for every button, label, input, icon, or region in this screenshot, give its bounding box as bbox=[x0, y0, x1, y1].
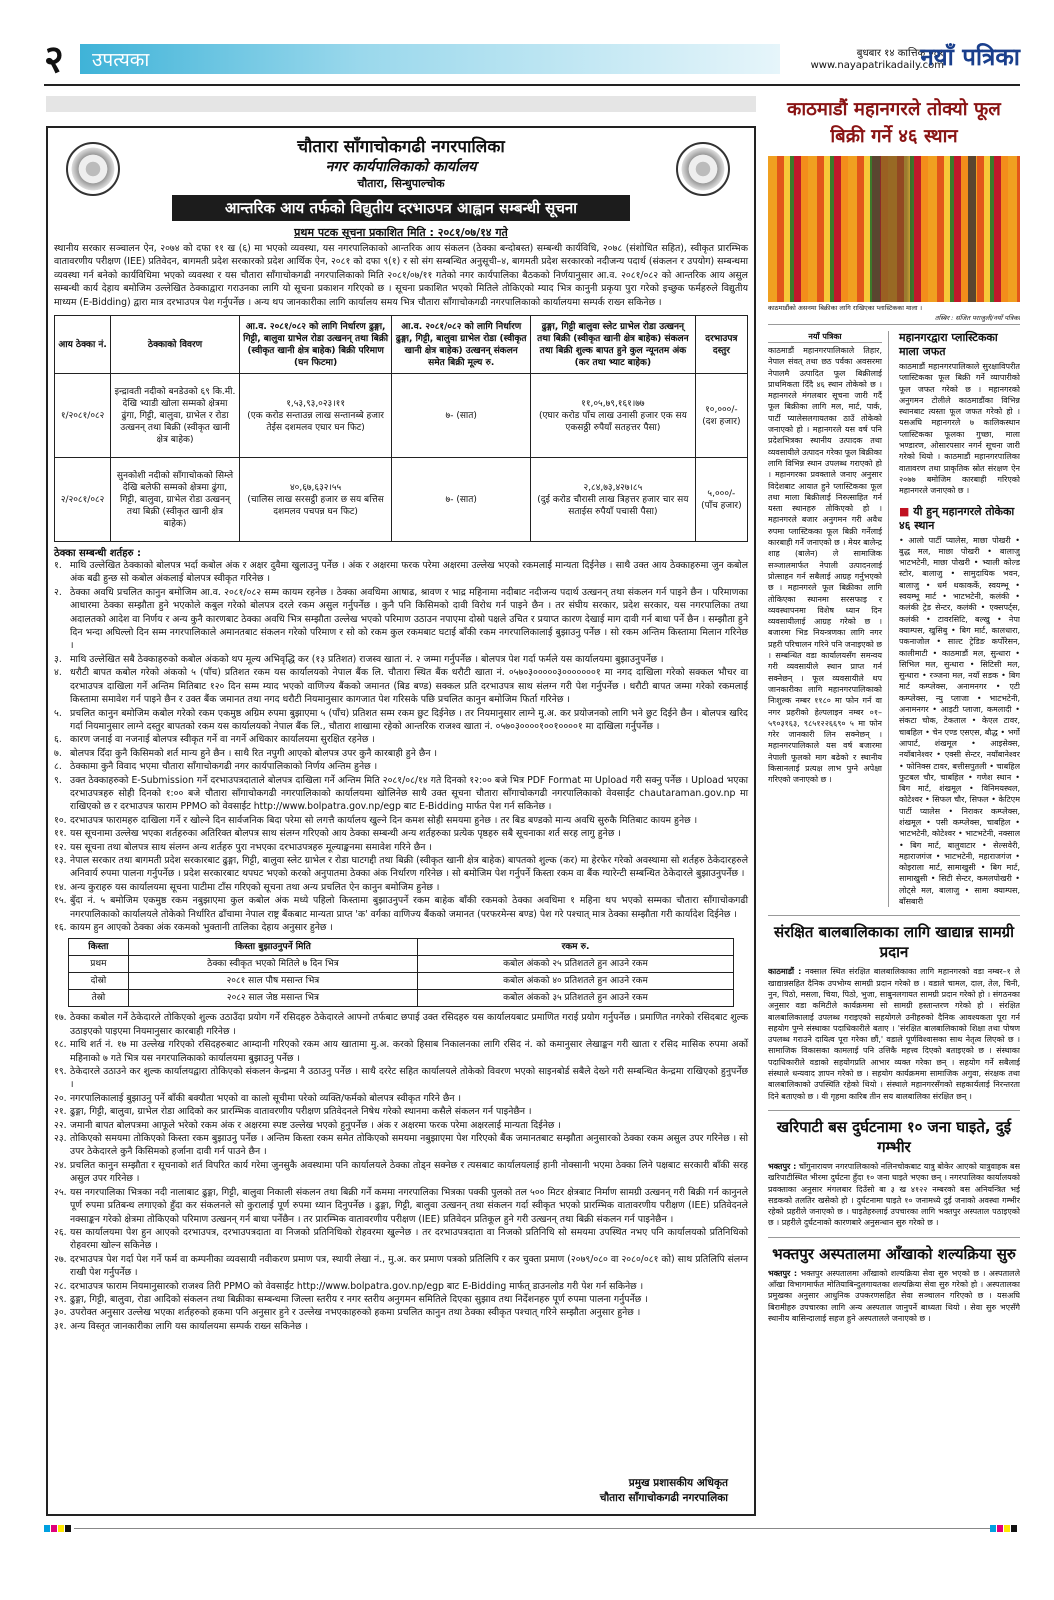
subheading-seizure: महानगरद्वारा प्लास्टिकका माला जफत bbox=[899, 331, 998, 358]
condition-text: जमानी बापत बोलपत्रमा आफूले भरेको रकम अंक र अक्षरमा स्पष्ट उल्लेख भएको हुनुपर्नेछ । अंक र अक्षरमा फरक परेमा अक्षरलाई मान्यता दिईनेछ । bbox=[70, 1119, 561, 1131]
color-swatch bbox=[44, 1525, 50, 1532]
story-text: चाँगुनारायण नगरपालिकाको नलिनचोकबाट यात्रु बोकेर आएको यात्रुवाहक बस खरिपाटीस्थित भीरमा दुर्घटना हुँदा १० जना घाइते भएका छन् । नगरपालिका कार्यालयको प्रवक्ताका अनुसार मंगलबार दिउँसो बा ३ ख ४१२२ नम्बरको बस अनियन्त्रित भई सडकको तलतिर खसेको हो । दुर्घटनामा घाइते १० जनामध्ये दुई जनाको अवस्था गम्भीर रहेको प्रहरीले जनाएको छ । घाइतेहरुलाई उपचारका लागि भक्तपुर अस्पताल पठाइएको छ । प्रहरीले दुर्घटनाको कारणबारे अनुसन्धान सुरु गरेको छ । bbox=[768, 1161, 1020, 1228]
contract-desc: सुनकोशी नदीको साँगाचोकको सिम्ले देखि बलेफी सम्मको क्षेत्रमा ढुंगा, गिट्टी, बालुवा, ग्राभेल रोडा उत्खनन् तथा बिक्री (स्वीकृत खानी क्षेत्र बाहेक) bbox=[111, 458, 240, 542]
condition-number: ११. bbox=[54, 828, 67, 840]
story-body bbox=[768, 1268, 1020, 1324]
condition-item bbox=[54, 666, 748, 706]
condition-number: १८. bbox=[54, 1039, 67, 1051]
col-header: रकम रु. bbox=[417, 939, 733, 956]
office-address: चौतारा, सिन्धुपाल्चोक bbox=[357, 177, 445, 190]
table-cell: कबोल अंकको ३५ प्रतिशतले हुन आउने रकम bbox=[417, 990, 733, 1007]
condition-text: धरौटी बापत कबोल गरेको अंकको ५ (पाँच) प्रतिशत रकम यस कार्यालयको नेपाल बैंक लि. चौतारा स्थित बैंक धरौटी खाता नं. ०५७०३०००००३०००००००१ मा नगद दाखिला गरेको सक्कल भौचर वा दरभाउपत्र दाखिला गर्ने अन्तिम मितिबाट १२० दिन सम्म म्याद भएको वाणिज्य बैंकको जमानत (बिड बण्ड) सक्कल प्रति दरभाउपत्र साथ संलग्न गरी पेश गर्नुपर्नेछ । धरौटी बापत जम्मा गरेको रकमलाई किस्तामा समावेश गर्न पाइने छैन र उक्त बैंक जमानत तथा नगद धरौटी नियमानुसार कागजात पेश गरिसके पछि प्रचलित कानुन बमोजिम फिर्ता गरिनेछ । bbox=[70, 667, 748, 706]
condition-item bbox=[54, 1186, 748, 1226]
tender-notice bbox=[46, 126, 756, 1516]
condition-number: २७. bbox=[54, 1253, 67, 1265]
story-text: भक्तपुर अस्पतालमा आँखाको शल्यक्रिया सेवा सुरु भएको छ । अस्पतालले आँखा विभागमार्फत मोतियाबिन्दुलगायतका शल्यक्रिया सेवा सुरु गरेको हो । अस्पतालका प्रमुखका अनुसार आधुनिक उपकरणसहित सेवा सञ्चालन गरिएको छ । यसअघि बिरामीहरु उपचारका लागि अन्य अस्पताल जानुपर्ने बाध्यता थियो । सेवा सुरु भएसँगै स्थानीय बासिन्दालाई सहज हुने अस्पतालले जनाएको छ । bbox=[768, 1268, 1020, 1323]
org-name: चौतारा साँगाचोकगढी नगरपालिका bbox=[297, 137, 505, 157]
condition-number: १९. bbox=[54, 1066, 67, 1078]
table-cell: कबोल अंकको ४० प्रतिशतले हुन आउने रकम bbox=[417, 973, 733, 990]
issue-date: बुधबार १४ कात्तिक ०८१ bbox=[856, 48, 944, 59]
condition-text: प्रचलित कानुन सम्झौता र सूचनाको शर्त विपरित कार्य गरेमा जुनसुकै अवस्थामा पनि कार्यालयले ठेक्का तोड्न सक्नेछ र त्यसबाट कार्यालयलाई हानी नोक्सानी भएमा ठेक्का लिने पक्षबाट सरकारी बाँकी सरह असुल उपर गरिनेछ । bbox=[70, 1159, 748, 1185]
table-row bbox=[55, 374, 748, 458]
condition-item bbox=[54, 921, 748, 934]
dateline: भक्तपुर : bbox=[768, 1268, 798, 1278]
condition-text: उपरोक्त अनुसार उल्लेख भएका शर्तहरुको हकमा पनि अनुसार हुने र उल्लेख नभएकाहरुको हकमा प्रचलित कानुन तथा ठेक्का स्वीकृत पश्चात् गरिने सम्झौता अनुसार हुनेछ । bbox=[70, 1307, 641, 1319]
conditions-heading: ठेक्का सम्बन्धी शर्तहरु : bbox=[54, 548, 141, 560]
condition-number: २. bbox=[54, 586, 62, 598]
condition-text: अन्य विस्तृत जानकारीका लागि यस कार्यालयमा सम्पर्क राख्न सकिनेछ । bbox=[70, 1320, 309, 1332]
byline: नयाँ पत्रिका bbox=[768, 331, 882, 343]
table-row bbox=[55, 458, 748, 542]
condition-number: ५. bbox=[54, 707, 62, 719]
photo-pole bbox=[872, 156, 880, 302]
table-header-row bbox=[55, 316, 748, 374]
condition-item bbox=[54, 1105, 748, 1118]
col-header: आ.व. २०८१/०८२ को लागि निर्धारण ढुङ्गा, गिट्टी, बालुवा ग्राभेल रोडा (स्वीकृत खानी क्षेत्र बाहेक) उत्खनन् संकलन समेत बिक्री मूल्य रु. bbox=[392, 316, 531, 374]
condition-text: माथि उल्लेखित सबै ठेक्काहरुको कबोल अंकको थप मूल्य अभिवृद्धि कर (१३ प्रतिशत) राजस्व खाता नं. २ जम्मा गर्नुपर्नेछ । बोलपत्र पेश गर्दा फर्मले यस कार्यालयमा बुझाउनुपर्नेछ । bbox=[70, 653, 664, 665]
headline-children[interactable]: संरक्षित बालबालिकाका लागि खाद्यान्न सामग्री प्रदान bbox=[768, 915, 1020, 962]
condition-number: ९. bbox=[54, 774, 62, 786]
condition-item bbox=[54, 1092, 748, 1105]
color-swatch bbox=[58, 1525, 64, 1532]
tender-table bbox=[54, 315, 748, 542]
condition-number: २४. bbox=[54, 1159, 67, 1171]
color-swatch bbox=[65, 1525, 71, 1532]
condition-number: १५. bbox=[54, 895, 67, 907]
condition-text: ठेकेदारले उठाउने कर शुल्क कार्यालयद्वारा तोकिएको संकलन केन्द्रमा नै उठाउनु पर्नेछ । साथै दररेट सहित कार्यालयले तोकेको विवरण भएको साइनबोर्ड सबैले देख्ने गरी सम्बन्धित केन्द्रमा राखिएको हुनुपर्नेछ । bbox=[70, 1066, 748, 1091]
condition-text: नेपाल सरकार तथा बागमती प्रदेश सरकारबाट ढुङ्गा, गिट्टी, बालुवा स्लेट ग्राभेल र रोडा घाटगद्दी तथा बिक्री (स्वीकृत खानी क्षेत्र बाहेक) बापतको शुल्क (कर) मा हेरफेर गरेको अवस्थामा सो शर्तहरु ठेकेदारहरुले अनिवार्य रुपमा पालना गर्नुपर्नेछ । प्रदेश सरकारबाट थपघट भएको करको अनुपातमा ठेक्का अंक निर्धारण गरिनेछ । सो बमोजिम पेश गर्नुपर्ने किस्ता रकम वा बैंक ग्यारेन्टी सम्बन्धित ठेकेदारले बुझाउनुपर्नेछ । bbox=[70, 854, 748, 880]
amount-words: (दुई करोड चौरासी लाख त्रिहत्तर हजार चार सय सताईस रुपैयाँ पचासी पैसा) bbox=[537, 494, 689, 517]
page-header bbox=[44, 38, 1020, 80]
condition-text: माथि शर्त नं. १७ मा उल्लेख गरिएको रसिदहरुबाट आम्दानी गरिएको रकम आय खातामा मु.अ. करको हिसाब निकालनका लागि रसिद नं. को कमानुसार लेखाङ्कन गरी खाता र रसिद मासिक रुपमा अर्को महिनाको ७ गते भित्र यस नगरपालिकाको कार्यालयमा बुझाउनु पर्नेछ । bbox=[70, 1039, 748, 1064]
condition-text: माथि उल्लेखित ठेक्काको बोलपत्र भर्दा कबोल अंक र अक्षर दुवैमा खुलाउनु पर्नेछ । अंक र अक्षरमा फरक परेमा अक्षरमा उल्लेख भएको रकमलाई मान्यता दिईनेछ । साथै उक्त आय ठेक्काहरुमा जुन कबोल अंक बढी हुन्छ सो कबोल अंकलाई बोलपत्र स्वीकृत गरिनेछ । bbox=[70, 560, 748, 585]
condition-item bbox=[54, 653, 748, 666]
signatory-title: प्रमुख प्रशासकीय अधिकृत bbox=[628, 1477, 728, 1489]
condition-item bbox=[54, 747, 748, 760]
quantity-words: (एक करोड सन्ताउन्न लाख सन्तानब्बे हजार तेईस दशमलव एघार घन फिट) bbox=[247, 410, 384, 433]
condition-item bbox=[54, 1119, 748, 1132]
table-row bbox=[68, 973, 733, 990]
condition-item bbox=[54, 854, 748, 881]
condition-number: ३१. bbox=[54, 1320, 67, 1332]
condition-item bbox=[54, 1065, 748, 1092]
condition-text: नगरपालिकालाई बुझाउनु पर्ने बाँकी बक्यौता भएको वा कालो सूचीमा परेको व्यक्ति/फर्मको बोलपत्र स्वीकृत गरिने छैन । bbox=[70, 1092, 462, 1104]
fee-cell bbox=[695, 458, 747, 542]
quantity: ४०,६७,६३२।५५ bbox=[289, 482, 342, 493]
condition-number: २८. bbox=[54, 1280, 67, 1292]
quantity-cell bbox=[239, 374, 392, 458]
fee-cell bbox=[695, 374, 747, 458]
condition-text: तोकिएको समयमा तोकिएको किस्ता रकम बुझाउनु पर्नेछ । अन्तिम किस्ता रकम समेत तोकिएको समयमा नबुझाएमा पेश गरिएको बैंक जमानतबाट सम्झौता अनुसारको ठेक्का रकम असुल उपर गरिनेछ । सो उपर ठेकेदारले कुनै किसिमको हर्जाना दावी गर्न पाउने छैन । bbox=[70, 1133, 748, 1158]
amount: २,८४,७३,४२७।८५ bbox=[583, 482, 643, 493]
flower-market-photo bbox=[768, 156, 1020, 302]
condition-text: यस कार्यालयमा पेश हुन आएको दरभाउपत्र, दरभाउपत्रदाता वा निजको प्रतिनिधिको रोहवरमा खुल्नेछ । तर दरभाउपत्रदाता वा निजको प्रतिनिधि सो समयमा उपस्थित नभए पनि कार्यालयको प्रतिनिधिको रोहवरमा खोल्न सकिनेछ । bbox=[70, 1226, 748, 1252]
dateline: काठमाडौं : bbox=[768, 967, 802, 977]
fee: ५,०००/- bbox=[707, 488, 736, 499]
color-swatch bbox=[1011, 1525, 1017, 1532]
unit-price: ७- (सात) bbox=[392, 374, 531, 458]
table-cell: दोस्रो bbox=[68, 973, 128, 990]
condition-text: दरभाउपत्र पेश गर्दा पेश गर्ने फर्म वा कम्पनीका व्यवसायी नवीकरण प्रमाण पत्र, स्थायी लेखा नं., मु.अ. कर प्रमाण पत्रको प्रतिलिपि र कर चुक्ता प्रमाण (२०७९/०८० वा २०८०/०८१ को) साथ प्रतिलिपि संलग्न राखी पेश गर्नुपर्नेछ । bbox=[70, 1253, 748, 1279]
condition-number: ७. bbox=[54, 747, 62, 759]
header-divider bbox=[44, 84, 1020, 86]
unit-price: ७- (सात) bbox=[392, 458, 531, 542]
condition-text: यस सूचनामा उल्लेख भएका शर्तहरुका अतिरिक्त बोलपत्र साथ संलग्न गरिएको आय ठेक्का सम्बन्धी अन्य शर्तहरुका प्रत्येक पृष्ठहरु सबै सूचनाका शर्त सरह लागु हुनेछ । bbox=[70, 828, 621, 840]
condition-number: ३०. bbox=[54, 1307, 67, 1319]
condition-number: २२. bbox=[54, 1119, 67, 1131]
col-header: ठेक्काको विवरण bbox=[111, 316, 240, 374]
conditions-list-continued bbox=[54, 1011, 748, 1333]
contract-no: २/२०८१/०८२ bbox=[55, 458, 111, 542]
notice-header bbox=[54, 134, 748, 191]
contract-no: १/२०८१/०८२ bbox=[55, 374, 111, 458]
header-dateline bbox=[744, 48, 944, 72]
condition-number: २५. bbox=[54, 1186, 67, 1198]
condition-number: २६. bbox=[54, 1226, 67, 1238]
condition-number: ८. bbox=[54, 761, 62, 773]
news-column bbox=[768, 96, 1020, 1516]
condition-text: प्रचलित कानुन बमोजिम कबोल गरेको रकम एकमुष्ठ अग्रिम रुपमा बुझाएमा ५ (पाँच) प्रतिशत सम्म रकम छुट दिईनेछ । तर नियमानुसार लाग्ने मु.अ. कर प्रयोजनको लागि भने छुट दिईने छैन । बोलपत्र खरिद गर्दा नियमानुसार लाग्ने दस्तुर बापतको रकम यस कार्यालयको नेपाल बैंक लि., चौतारा शाखामा रहेको आन्तरिक राजश्व खाता नं. ०५७०३००००१००१००००१ मा दाखिला गर्नुपर्नेछ । bbox=[70, 707, 748, 732]
table-cell: २०८१ साल पौष मसान्त भित्र bbox=[128, 973, 417, 990]
condition-text: कायम हुन आएको ठेक्का अंक रकमको भुक्तानी तालिका देहाय अनुसार हुनेछ । bbox=[70, 922, 333, 933]
table-cell: कबोल अंकको २५ प्रतिशतले हुन आउने रकम bbox=[417, 956, 733, 973]
condition-number: १०. bbox=[54, 814, 67, 826]
page-number: २ bbox=[44, 37, 64, 81]
dateline: भक्तपुर : bbox=[768, 1161, 797, 1171]
condition-item bbox=[54, 1038, 748, 1065]
story-body: काठमाडौं महानगरपालिकाले सुरक्षाविपरीत प्लास्टिकका फूल बिक्री गर्ने व्यापारीको फूल जफत गरेको छ । महानगरको अनुगमन टोलीले काठमाडौंका विभिन्न स्थानबाट त्यस्ता फूल जफत गरेको हो । यसअघि महानगरले ७ कालिकस्थान प्लास्टिकका फूलका गुच्छा, माला भण्डारण, ओसारपसार नगर्न सूचना जारी गरेको थियो । काठमाडौं महानगरपालिका वातावरण तथा प्राकृतिक स्रोत संरक्षण ऐन २०७७ बमोजिम कारबाही गरिएको महानगरले जनाएको छ । bbox=[899, 362, 1020, 496]
headline-hospital[interactable]: भक्तपुर अस्पतालमा आँखाको शल्यक्रिया सुरु bbox=[768, 1237, 1020, 1264]
condition-item bbox=[54, 1159, 748, 1186]
masthead-logo: नयाँ पत्रिका bbox=[920, 42, 1020, 71]
story-columns bbox=[768, 331, 1020, 907]
condition-item bbox=[54, 774, 748, 814]
municipality-logo-icon bbox=[676, 142, 730, 196]
condition-item bbox=[54, 760, 748, 773]
condition-number: ३. bbox=[54, 653, 62, 665]
locations-list: • आलो पार्टी प्यालेस, माछा पोखरी • बुद्ध मल, माछा पोखरी • बालाजु भाटभटेनी, माछा पोखरी • भ्याली कोल्ड स्टोर, बालाजु • सामुदायिक भवन, बालाजु • धर्म थकाकर्के, स्वयम्भू • स्वयम्भू मार्ट • भाटभटेनी, कलंकी • कलंकी ट्रेड सेन्टर, कलंकी • एक्सपर्ट्स, कलंकी • टावरसिटि, बल्खु • नेपा क्याम्पस, खुसिबु • बिग मार्ट, कालधारा, पकनाजोल • साल्ट ट्रेडिङ कर्पोरेसन, कालीमाटी • काठमाडौं मल, सुन्धारा • सिभिल मल, सुन्धारा • सिटिसी मल, सुन्धारा • रञ्जना मल, नयाँ सडक • बिग मार्ट कम्प्लेक्स, अनामनगर • एटी कम्प्लेक्स, न्यु प्लाजा • भाटभटेनी, अनामनगर • आइटी प्लाजा, कमलादी • संकटा चोक, टेकताल • केएल टावर, चाबहिल • चेन एण्ड एसएस, बौद्ध • भर्गो आपार्ट, शंखमूल • आइसेक्स, नयाँबानेश्वर • एक्सी सेन्टर, नयाँबानेश्वर • फोनिक्स टावर, बत्तीसपुतली • चाबहिल फुटबल चौर, चाबहिल • गणेश स्थान • बिग मार्ट, शंखमूल • विनिमयस्थल, कोटेश्वर • सिफल चौर, सिफल • केटिएम पार्टी प्यालेस • निराकर कम्प्लेक्स, शंखमूल • पसी कम्प्लेक्स, चाबहिल • भाटभटेनी, कोटेश्वर • भाटभटेनी, नक्साल • बिग मार्ट, बालुवाटार • सेल्सवेरी, महाराजगंज • भाटभटेनी, महाराजगंज • कोइराला मार्ट, सामाखुसी • बिग मार्ट, सामाखुसी • सिटी सेन्टर, कमलपोखरी • लोट्से मल, बालाजु • सामा क्याम्पस, बाँसबारी bbox=[899, 535, 1020, 907]
condition-text: बोलपत्र दिँदा कुनै किसिमको शर्त मान्य हुने छैन । साथै रित नपुगी आएको बोलपत्र उपर कुनै कारबाही हुने छैन । bbox=[70, 747, 437, 759]
page-footer bbox=[44, 1524, 1020, 1534]
condition-text: दरभाउपत्र फाराम नियमानुसारको राजश्व तिरी PPMO को वेवसाईट http://www.bolpatra.gov.np/egp बाट E-Bidding मार्फत् डाउनलोड गरी पेश गर्न सकिनेछ । bbox=[70, 1280, 644, 1292]
col-header: दरभाउपत्र दस्तुर bbox=[695, 316, 747, 374]
condition-number: ४. bbox=[54, 667, 62, 679]
color-swatch bbox=[1004, 1525, 1010, 1532]
condition-number: १. bbox=[54, 560, 62, 572]
condition-text: ठेक्कामा कुनै विवाद भएमा चौतारा साँगाचोकगढी नगर कार्यपालिकाको निर्णय अन्तिम हुनेछ । bbox=[70, 761, 378, 773]
condition-number: १७. bbox=[54, 1012, 67, 1024]
condition-number: १२. bbox=[54, 841, 67, 853]
col-header: किस्ता bbox=[68, 939, 128, 956]
photo-caption: काठमाडौंको असनमा बिक्रीका लागि राखिएका प्लास्टिकका माला । bbox=[768, 304, 923, 312]
story-body bbox=[768, 966, 1020, 1102]
fee-words: (पाँच हजार) bbox=[701, 500, 742, 511]
table-row bbox=[68, 956, 733, 973]
condition-item bbox=[54, 1132, 748, 1159]
condition-item bbox=[54, 881, 748, 894]
condition-text: ठेक्का कबोल गर्ने ठेकेदारले तोकिएको शुल्क उठाउँदा प्रयोग गर्ने रसिदहरु ठेकेदारले आफ्नो तर्फबाट छपाई उक्त रसिदहरु यस कार्यालयबाट प्रमाणित गराई प्रयोग गर्नुपर्नेछ । प्रमाणित नगरेको रसिदबाट शुल्क उठाइएको पाइएमा नियमानुसार कारबाही गरिनेछ । bbox=[70, 1012, 748, 1037]
subheading-locations: ■ यी हुन् महानगरले तोकेका ४६ स्थान bbox=[899, 505, 1020, 533]
amount-words: (एघार करोड पाँच लाख उनासी हजार एक सय एकसठ्ठी रुपैयाँ सतहत्तर पैसा) bbox=[538, 410, 687, 433]
condition-item bbox=[54, 841, 748, 854]
story-column-right bbox=[899, 331, 1020, 907]
condition-text: यस सूचना तथा बोलपत्र साथ संलग्न अन्य शर्तहरु पुरा नभएका दरभाउपत्रहरु मूल्याङ्कनमा समावेश गरिने छैन । bbox=[70, 841, 432, 853]
signature-block bbox=[600, 1476, 728, 1506]
quantity-words: (चालिस लाख सरसट्ठी हजार छ सय बत्तिस दशमलव पचपन्न घन फिट) bbox=[247, 494, 384, 517]
contract-desc: इन्द्रावती नदीको बनडेउको ६९ कि.मी. देखि भ्याडी खोला सम्मको क्षेत्रमा ढुंगा, गिट्टी, बालुवा, ग्राभेल र रोडा उत्खनन् तथा बिक्री (स्वीकृत खानी क्षेत्र बाहेक) bbox=[111, 374, 240, 458]
condition-item bbox=[54, 1226, 748, 1253]
table-cell: २०८२ साल जेष्ठ मसान्त भित्र bbox=[128, 990, 417, 1007]
notice-intro: स्थानीय सरकार सञ्चालन ऐन, २०७४ को दफा ११ ख (६) मा भएको व्यवस्था, यस नगरपालिकाको आन्तरिक आय संकलन (ठेक्का बन्दोबस्त) सम्बन्धी कार्यविधि, २०७८ (संशोधित सहित), स्वीकृत प्रारम्भिक वातावरणीय परीक्षण (IEE) प्रतिवेदन, बागमती प्रदेश सरकारको प्रदेश आर्थिक ऐन, २०८१ को दफा ९(१) र सो संग सम्बन्धित अनुसूची–४, बागमती प्रदेश सरकारको नदीजन्य पदार्थ (संकलन र उपयोग) सम्बन्धमा व्यवस्था गर्न बनेको कार्यविधिमा भएको व्यवस्था र यस चौतारा साँगाचोकगढी नगरपालिकाको मिति २०८१/०७/११ गतेको नगर कार्यपालिका बैठकको निर्णयानुसार आ.व. २०८१/०८२ को आन्तरिक आय असुल सम्बन्धी कार्य देहाय बमोजिम उल्लेखित ठेक्काद्वारा गराउनका लागि यो सूचना प्रकाशन गरिएको छ । सूचना प्रकाशित भएको मितिले तोकिएको म्याद भित्र कानुनी प्रकृया पुरा गरेको इच्छुक फर्महरुले विद्युतीय माध्यम (E-Bidding) द्वारा मात्र दरभाउपत्र पेश गर्नुपर्नेछ । अन्य थप जानकारीका लागि कार्यालय समय भित्र चौतारा साँगाचोकगढी नगरपालिकाको कार्यालयमा सम्पर्क राख्न सकिनेछ । bbox=[54, 243, 748, 308]
condition-item bbox=[54, 827, 748, 840]
amount-cell bbox=[531, 374, 696, 458]
ad-placeholder-strip bbox=[46, 96, 756, 112]
condition-text: उक्त ठेक्काहरुको E-Submission गर्ने दरभाउपत्रदाताले बोलपत्र दाखिला गर्ने अन्तिम मिति २०८१/०८/१४ गते दिनको १२:०० बजे भित्र PDF Format मा Upload गरी सक्नु पर्नेछ । Upload भएका दरभाउपत्रहरु सोही दिनको १:०० बजे चौतारा साँगाचोकगढी नगरपालिकाको कार्यालयमा खोलिनेछ साथै उक्त सूचना चौतारा साँगाचोकगढी नगरपालिकाको वेवसाईट chautaraman.gov.np मा राखिएको छ र दरभाउपत्र फाराम PPMO को वेवसाईट http://www.bolpatra.gov.np/egp बाट E-Bidding मार्फत पेश गर्न सकिनेछ । bbox=[70, 774, 748, 813]
condition-item bbox=[54, 586, 748, 653]
story-body bbox=[768, 1161, 1020, 1229]
condition-text: दरभाउपत्र फारामहरु दाखिला गर्ने र खोल्ने दिन सार्वजनिक बिदा परेमा सो लगत्तै कार्यालय खुल्ने दिन कमश सोही समयमा हुनेछ । तर बिड बण्डको मान्य अवधि सुरुकै मितिबाट कायम हुनेछ । bbox=[70, 814, 698, 826]
section-title: उपत्यका bbox=[92, 49, 150, 71]
office-name: नगर कार्यपालिकाको कार्यालय bbox=[325, 159, 477, 175]
color-swatch bbox=[997, 1525, 1003, 1532]
government-emblem-icon bbox=[66, 142, 120, 196]
condition-item bbox=[54, 733, 748, 746]
condition-item bbox=[54, 1253, 748, 1280]
condition-item bbox=[54, 1306, 748, 1319]
condition-item bbox=[54, 1011, 748, 1038]
conditions-list bbox=[54, 559, 748, 934]
table-header-row bbox=[68, 939, 733, 956]
amount: ११,०५,७९,१६१।७७ bbox=[581, 398, 645, 409]
condition-number: २१. bbox=[54, 1106, 67, 1118]
condition-text: ढुङ्गा, गिट्टी, बालुवा, रोडा आदिको संकलन तथा बिक्रीका सम्बन्धमा जिल्ला स्तरीय र नगर स्तरीय अनुगमन समितिले दिएका सुझाव तथा निर्देशनहरु पूर्ण रुपमा पालना गर्नुपर्नेछ । bbox=[70, 1293, 648, 1305]
col-header: ढुङ्गा, गिट्टी बालुवा स्लेट ग्राभेल रोडा उत्खनन् तथा बिक्री (स्वीकृत खानी क्षेत्र बाहेक) संकलन तथा बिक्री शुल्क बापत हुने कुल न्यूनतम अंक (कर तथा भ्याट बाहेक) bbox=[531, 316, 696, 374]
story-column-left bbox=[768, 331, 889, 907]
condition-text: अन्य कुराहरु यस कार्यालयमा सूचना पाटीमा टाँस गरिएको सूचना तथा अन्य प्रचलित ऐन कानुन बमोजिम हुनेछ । bbox=[70, 881, 440, 893]
website-link[interactable]: www.nayapatrikadaily.com bbox=[810, 60, 944, 71]
col-header: किस्ता बुझाउनुपर्ने मिति bbox=[128, 939, 417, 956]
story-body: काठमाडौं महानगरपालिकाले तिहार, नेपाल संवत् तथा छठ पर्वका अवसरमा नेपालमै उत्पादित फूल बिक्रीलाई प्राथमिकता दिँदै ४६ स्थान तोकेको छ । महानगरले मंगलबार सूचना जारी गर्दै फूल बिक्रीका लागि मल, मार्ट, पार्क, पार्टी प्यालेसलगायतका ठाउँ तोकेको जनाएको हो । महानगरले यस वर्ष पनि प्रदेशभित्रका स्थानीय उत्पादक तथा व्यवसायीले उत्पादन गरेका फूल बिक्रीका लागि विभिन्न स्थान उपलब्ध गराएको हो । महानगरका प्रवक्ताले जनाए अनुसार विदेशबाट आयात हुने प्लास्टिकका फूल तथा माला बिक्रीलाई निरुत्साहित गर्न यस्ता स्थानहरु तोकिएको हो । महानगरले बजार अनुगमन गरी अवैध रुपमा प्लास्टिकका फूल बिक्री गर्नेलाई कारबाही गर्ने जनाएको छ । मेयर बालेन्द्र शाह (बालेन) ले सामाजिक सञ्जालमार्फत नेपाली उत्पादनलाई प्रोत्साहन गर्न सबैलाई आग्रह गर्नुभएको छ । महानगरले फूल बिक्रीका लागि तोकिएका स्थानमा सरसफाइ र व्यवस्थापनमा विशेष ध्यान दिन व्यवसायीलाई आग्रह गरेको छ । बजारमा भिड नियन्त्रणका लागि नगर प्रहरी परिचालन गरिने पनि जनाइएको छ । सम्बन्धित वडा कार्यालयसँग समन्वय गरी व्यवसायीले स्थान प्राप्त गर्न सक्नेछन् । फूल व्यवसायीले थप जानकारीका लागि महानगरपालिकाको निःशुल्क नम्बर ११८० मा फोन गर्न वा नगर प्रहरीको हेल्पलाइन नम्बर ०१–५९०३१६३, ९८५१२२६६९० ५ मा फोन गरेर जानकारी लिन सक्नेछन् । महानगरपालिकाले यस वर्ष बजारमा नेपाली फूलको माग बढेको र स्थानीय किसानलाई प्रत्यक्ष लाभ पुग्ने अपेक्षा गरिएको जनाएको छ । bbox=[768, 346, 882, 785]
condition-text: बुँदा नं. ५ बमोजिम एकमुष्ठ रकम नबुझाएमा कुल कबोल अंक मध्ये पहिलो किस्तामा बुझाउनुपर्ने रकम बाहेक बाँकी रकमको ठेक्का अवधिमा १ महिना थप भएको सम्मका चौतारा साँगाचोकगढी नगरपालिकाको कार्यालयले तोकेको निर्धारित ढाँचामा नेपाल राष्ट्र बैंकबाट मान्यता प्राप्त 'क' वर्गका वाणिज्य बैंकको जमानत (परफरमेन्स बण्ड) पेश गरे पश्चात् मात्र ठेक्का सम्झौता गरी कार्यादेश दिईनेछ । bbox=[70, 895, 748, 920]
signatory-org: चौतारा साँगाचोकगढी नगरपालिका bbox=[599, 1492, 728, 1504]
table-cell: प्रथम bbox=[68, 956, 128, 973]
col-header: आय ठेक्का नं. bbox=[55, 316, 111, 374]
table-cell: ठेक्का स्वीकृत भएको मितिले ७ दिन भित्र bbox=[128, 956, 417, 973]
condition-item bbox=[54, 1280, 748, 1293]
fee: १०,०००/- bbox=[705, 404, 738, 415]
condition-number: २०. bbox=[54, 1092, 67, 1104]
notice-title: आन्तरिक आय तर्फको विद्युतीय दरभाउपत्र आह्वान सम्बन्धी सूचना bbox=[172, 195, 630, 221]
photo-credit: तस्बिर : संजित पराजुली/नयाँ पत्रिका bbox=[768, 313, 1020, 325]
col-header: आ.व. २०८१/०८२ को लागि निर्धारण ढुङ्गा, गिट्टी, बालुवा ग्राभेल रोडा उत्खनन् तथा बिक्री (स्वीकृत खानी क्षेत्र बाहेक) बिक्री परिमाण (घन फिटमा) bbox=[239, 316, 392, 374]
table-cell: तेस्रो bbox=[68, 990, 128, 1007]
photo-pole bbox=[968, 156, 976, 302]
amount-cell bbox=[531, 458, 696, 542]
condition-text: ठेक्का अवधि प्रचलित कानुन बमोजिम आ.व. २०८१/०८२ सम्म कायम रहनेछ । ठेक्का अवधिमा आषाढ, श्रावण र भाद्र महिनामा नदीबाट नदीजन्य पदार्थ उत्खनन् तथा संकलन गर्न पाइने छैन । परिमाणका आधारमा ठेक्का सम्झौता हुने भएकोले कबुल गरेको बोलपत्र दरले रकम असुल गर्नुपर्नेछ । कुनै पनि किसिमको दावी विरोध गर्न पाइने छैन । तर संघीय सरकार, प्रदेश सरकार, यस नगरपालिका तथा अदालतको आदेश वा निर्णय र अन्य कुनै कारणबाट ठेक्का अवधि भित्र सम्झौता उल्लेख भएको परिमाण उठाउन नपाएमा दोस्रो पक्षले उचित र प्रयाप्त कारण देखाई माग दावी गर्न बाधा पर्ने छैन । सम्झौता हुने दिन भन्दा अघिल्लो दिन सम्म नगरपालिकाले अमानतबाट संकलन गरेको परिमाण र सो को रकम कुल रकमबाट घटाई बाँकी रकम नगरपालिकालाई बुझाउनु पर्नेछ । सो रकम अन्तिम किस्तामा मिलान गरिनेछ । bbox=[70, 586, 748, 652]
headline-flowers[interactable]: काठमाडौं महानगरले तोक्यो फूल बिक्री गर्ने ४६ स्थान bbox=[787, 99, 1001, 147]
story-text: नक्साल स्थित संरक्षित बालबालिकाका लागि महानगरको वडा नम्बर–१ ले खाद्यान्नसहित दैनिक उपभोग्य सामग्री प्रदान गरेको छ । वडाले चामल, दाल, तेल, चिनी, नुन, पिठो, मसला, चिया, पिठो, भुजा, साबुनलगायत सामग्री प्रदान गरेको हो । संगठनका अनुसार वडा कमिटीले कार्यक्रममा सो सामग्री हस्तान्तरण गरेको हो । संरक्षित बालबालिकालाई उपलब्ध गराइएको सहयोगले उनीहरुको दैनिक आवश्यकता पूरा गर्न सहयोग पुग्ने संस्थाका पदाधिकारीले बताए । 'संरक्षित बालबालिकाको शिक्षा तथा पोषण उपलब्ध गराउने दायित्व पूरा गरेका छौं,' वडाले पूर्णविश्वासका साथ नेतृत्व लिएको छ । सामाजिक विकासका कामलाई पनि उत्तिकै महत्त्व दिएको बताइएको छ । संस्थाका पदाधिकारीले वडाको सहयोगप्रति आभार व्यक्त गरेका छन् । सहयोग गर्ने सबैलाई संस्थाले धन्यवाद ज्ञापन गरेको छ । सहयोग कार्यक्रममा सामाजिक अगुवा, संरक्षक तथा बालबालिकाको उपस्थिति रहेको थियो । संस्थाले महानगरसँगको सहकार्यलाई निरन्तरता दिने बताएको छ । यी गृहमा कारिब तीन सय बालबालिका संरक्षित छन् । bbox=[768, 967, 1020, 1101]
condition-number: १४. bbox=[54, 881, 67, 893]
condition-text: यस नगरपालिका भित्रका नदी नालाबाट ढुङ्गा, गिट्टी, बालुवा निकाली संकलन तथा बिक्री गर्ने कममा नगरपालिका भित्रका पक्की पुलको तल ५०० मिटर क्षेत्रबाट निर्माण सामग्री उत्खनन् गरी बिक्री गर्न कानुनले पूर्ण रुपमा प्रतिबन्ध लगाएको हुँदा कर संकलनले सो कुरालाई पूर्ण रुपमा ध्यान दिनुपर्नेछ । ढुङ्गा, गिट्टी, बालुवा उत्खनन् तथा संकलन गर्दा स्वीकृत भएको प्रारम्भिक वातावरणीय परीक्षण (IEE) प्रतिवेदनले नक्साङ्कन गरेको क्षेत्रमा तोकिएको परिमाण उत्खनन् गर्न बाधा पर्नेछैन । तर प्रारम्भिक वातावरणीय परीक्षण (IEE) प्रतिवेदन प्रतिकूल हुने गरी उत्खनन् तथा बिक्री संकलन गर्न पाइनेछैन । bbox=[70, 1186, 748, 1225]
condition-item bbox=[54, 559, 748, 586]
quantity-cell bbox=[239, 458, 392, 542]
condition-item bbox=[54, 1293, 748, 1306]
footer-rule bbox=[74, 1528, 990, 1529]
quantity: १,५३,९३,०२३।११ bbox=[286, 398, 345, 409]
condition-number: १६. bbox=[54, 922, 67, 933]
condition-item bbox=[54, 1320, 748, 1333]
condition-item bbox=[54, 894, 748, 921]
condition-text: ढुङ्गा, गिट्टी, बालुवा, ग्राभेल रोडा आदिको कर प्रारम्भिक वातावरणीय परीक्षण प्रतिवेदनले निषेध गरेको स्थानमा कसैले संकलन गर्न पाइनेछैन । bbox=[70, 1106, 532, 1118]
fee-words: (दश हजार) bbox=[702, 416, 741, 427]
table-row bbox=[68, 990, 733, 1007]
section-banner bbox=[80, 44, 780, 74]
publish-date: प्रथम पटक सूचना प्रकाशित मिति : २०८१/०७/१४ गते bbox=[294, 226, 508, 239]
condition-number: २३. bbox=[54, 1133, 67, 1145]
color-swatch bbox=[51, 1525, 57, 1532]
condition-item bbox=[54, 814, 748, 827]
installment-table bbox=[68, 938, 734, 1007]
condition-item bbox=[54, 707, 748, 734]
condition-number: १३. bbox=[54, 854, 67, 866]
color-swatch bbox=[990, 1525, 996, 1532]
condition-text: कारण जनाई वा नजनाई बोलपत्र स्वीकृत गर्ने वा नगर्ने अधिकार कार्यालयमा सुरक्षित रहनेछ । bbox=[70, 734, 375, 746]
headline-bus-accident[interactable]: खरिपाटी बस दुर्घटनामा १० जना घाइते, दुई गम्भीर bbox=[768, 1110, 1020, 1157]
condition-number: २९. bbox=[54, 1293, 67, 1305]
condition-number: ६. bbox=[54, 734, 62, 746]
